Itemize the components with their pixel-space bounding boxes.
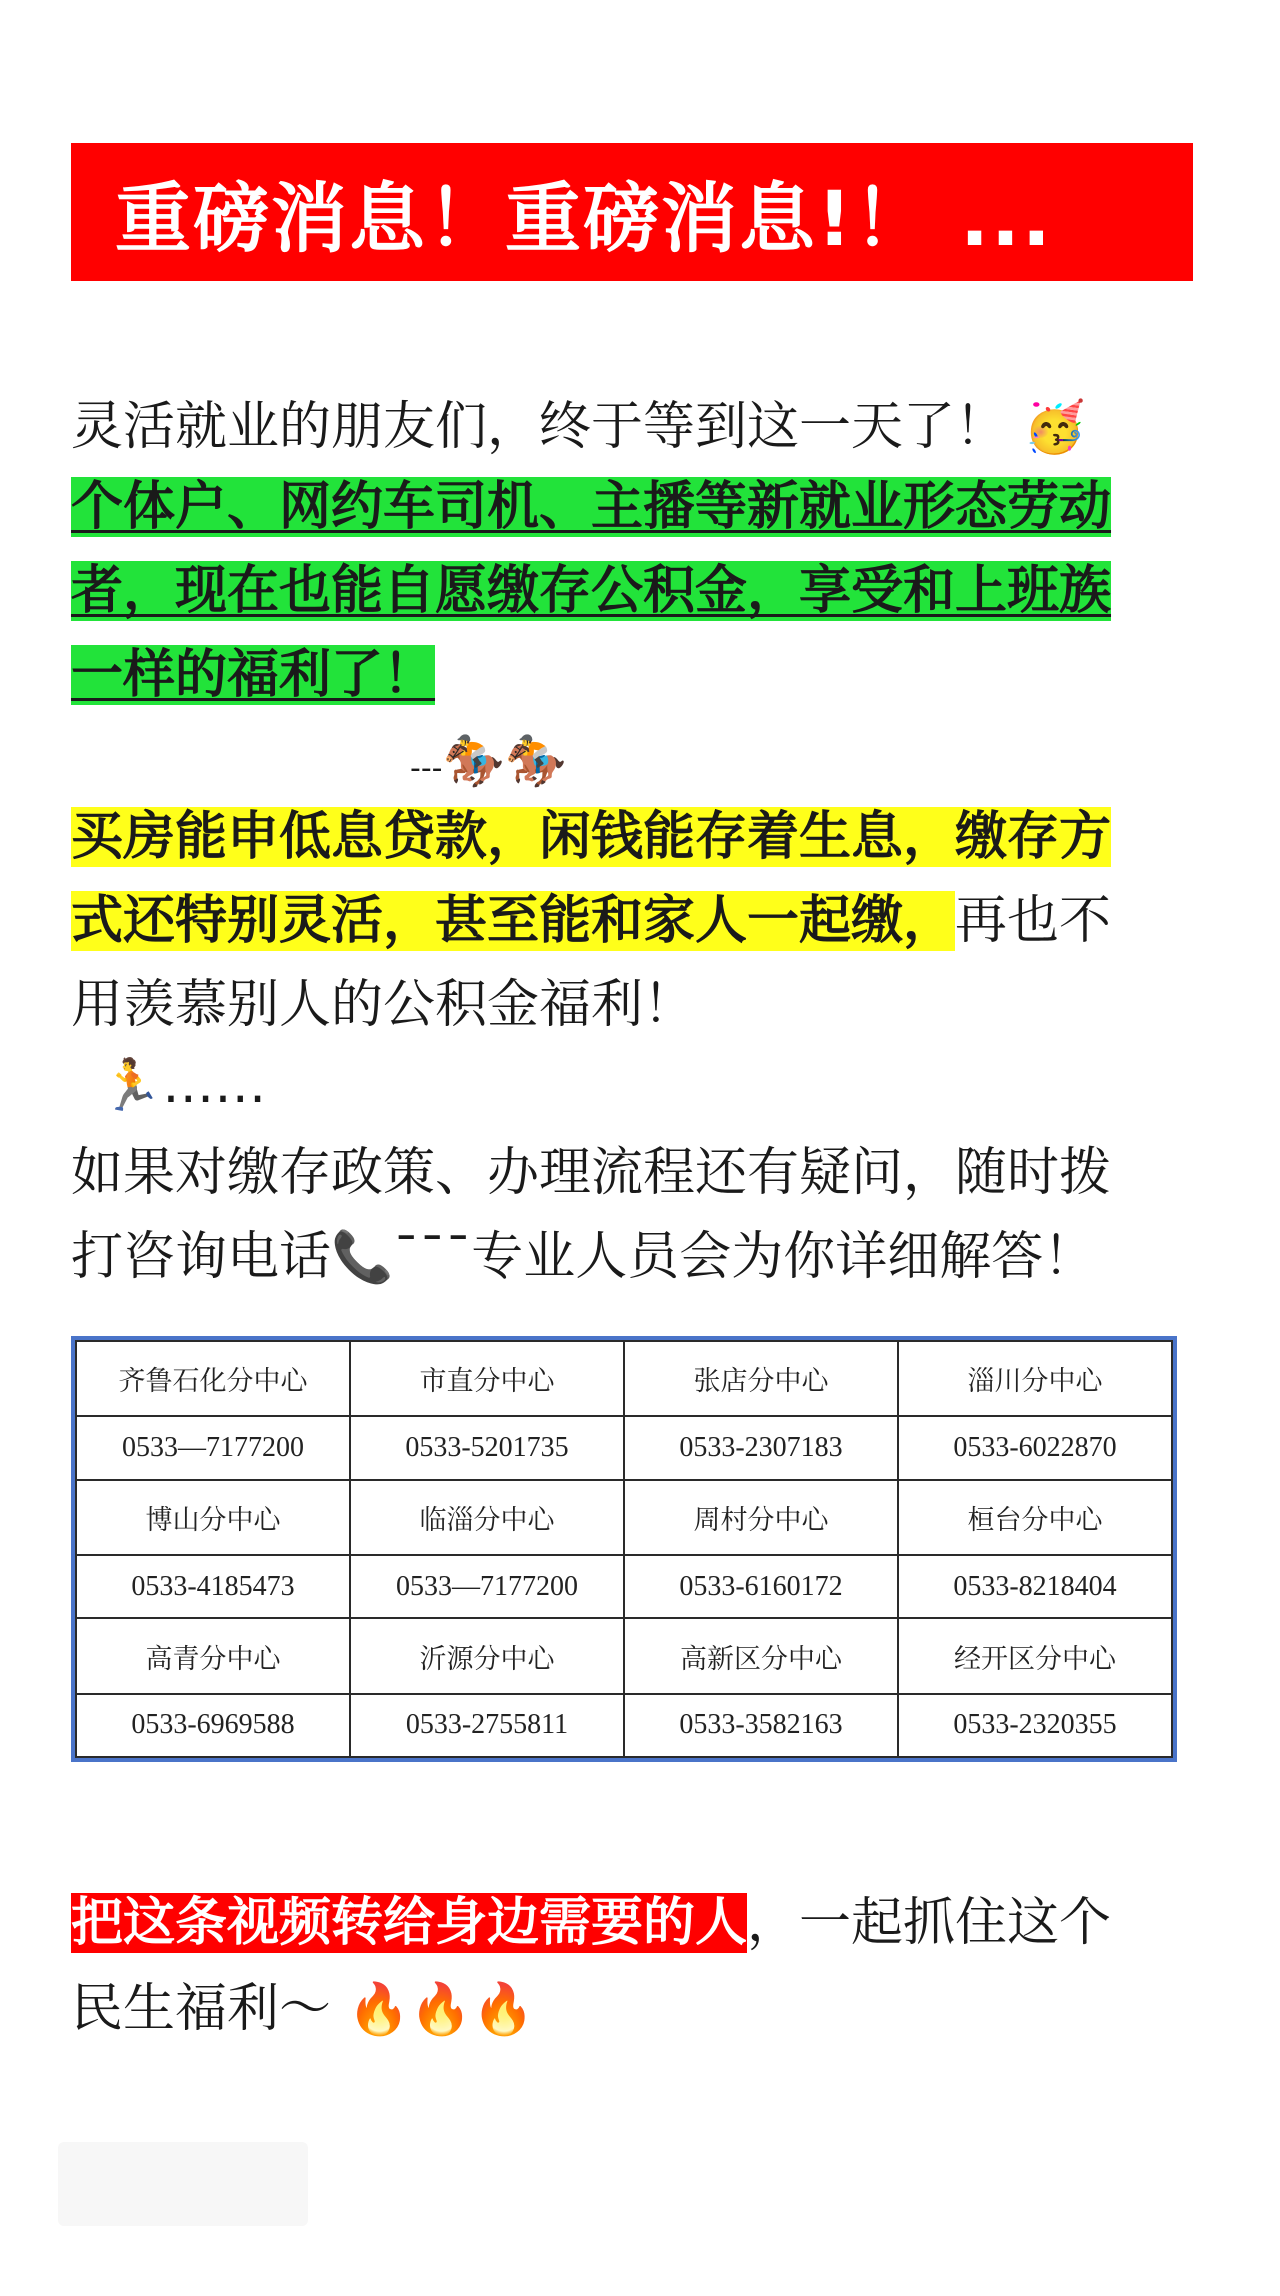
- table-cell: 高新区分中心: [624, 1618, 898, 1693]
- green-highlight-1: 个体户、网约车司机、主播等新就业形态劳动: [71, 477, 1112, 537]
- table-row: [76, 1555, 1172, 1618]
- table-cell: 0533—7177200: [350, 1555, 624, 1618]
- contact-text-2-pre: 打咨询电话: [71, 1227, 332, 1287]
- intro-text: 灵活就业的朋友们，终于等到这一天了！: [71, 397, 1008, 457]
- yellow-line-3: [71, 966, 695, 1044]
- table-cell: 张店分中心: [624, 1341, 898, 1416]
- headline-banner: [71, 143, 1193, 281]
- green-highlight-2: 者，现在也能自愿缴存公积金，享受和上班族: [71, 561, 1112, 621]
- table-cell: 市直分中心: [350, 1341, 624, 1416]
- contact-line-1: [71, 1134, 1111, 1212]
- horse-line: [410, 722, 567, 808]
- table-cell: 周村分中心: [624, 1480, 898, 1555]
- party-face-icon: 🥳: [1023, 398, 1086, 456]
- yellow-line-2-rest: 再也不: [955, 891, 1112, 951]
- phone-table: [75, 1340, 1173, 1758]
- intro-line: [71, 388, 1086, 466]
- table-row: [76, 1480, 1172, 1555]
- yellow-line-1: [71, 798, 1111, 876]
- runner-icon: 🏃: [100, 1056, 163, 1114]
- table-row: [76, 1341, 1172, 1416]
- table-cell: 0533-6160172: [624, 1555, 898, 1618]
- contact-table: [71, 1336, 1177, 1762]
- table-row: [76, 1694, 1172, 1757]
- table-cell: 淄川分中心: [898, 1341, 1172, 1416]
- horse-racing-icon: 🏇🏇: [442, 732, 567, 790]
- table-cell: 经开区分中心: [898, 1618, 1172, 1693]
- horse-dashes: ---: [410, 751, 443, 786]
- table-cell: 0533-4185473: [76, 1555, 350, 1618]
- runner-line: [100, 1046, 266, 1124]
- table-cell: 0533-8218404: [898, 1555, 1172, 1618]
- faded-watermark: [58, 2142, 308, 2226]
- table-cell: 高青分中心: [76, 1618, 350, 1693]
- table-cell: 0533-3582163: [624, 1694, 898, 1757]
- yellow-highlight-1: 买房能申低息贷款，闲钱能存着生息，缴存方: [71, 807, 1112, 867]
- runner-dots: ……: [162, 1055, 267, 1115]
- share-highlight: 把这条视频转给身边需要的人: [71, 1893, 748, 1953]
- table-cell: 桓台分中心: [898, 1480, 1172, 1555]
- table-cell: 0533—7177200: [76, 1416, 350, 1479]
- green-line-3: [71, 636, 435, 714]
- headline-text: 重磅消息！重磅消息!！ ...: [115, 173, 1053, 263]
- table-cell: 齐鲁石化分中心: [76, 1341, 350, 1416]
- share-line-2: [71, 1970, 534, 2048]
- table-cell: 0533-5201735: [350, 1416, 624, 1479]
- share-text-2: 民生福利～: [71, 1979, 332, 2039]
- table-row: [76, 1618, 1172, 1693]
- table-cell: 沂源分中心: [350, 1618, 624, 1693]
- yellow-line-2: [71, 882, 1111, 960]
- table-cell: 0533-2755811: [350, 1694, 624, 1757]
- green-line-1: [71, 468, 1111, 546]
- green-highlight-3: 一样的福利了！: [71, 645, 436, 705]
- table-cell: 0533-2307183: [624, 1416, 898, 1479]
- share-line-1: [71, 1884, 1111, 1962]
- fire-icon: 🔥🔥🔥: [347, 1980, 535, 2038]
- yellow-highlight-2: 式还特别灵活，甚至能和家人一起缴，: [71, 891, 956, 951]
- table-cell: 博山分中心: [76, 1480, 350, 1555]
- share-rest: ，一起抓住这个: [747, 1893, 1112, 1953]
- table-cell: 临淄分中心: [350, 1480, 624, 1555]
- table-row: [76, 1416, 1172, 1479]
- green-line-2: [71, 552, 1111, 630]
- contact-text-2-post: ¯¯¯专业人员会为你详细解答！: [393, 1227, 1096, 1287]
- contact-text-1: 如果对缴存政策、办理流程还有疑问，随时拨: [71, 1143, 1112, 1203]
- table-cell: 0533-2320355: [898, 1694, 1172, 1757]
- table-cell: 0533-6969588: [76, 1694, 350, 1757]
- table-cell: 0533-6022870: [898, 1416, 1172, 1479]
- contact-line-2: [71, 1218, 1095, 1296]
- yellow-line-3-text: 用羡慕别人的公积金福利！: [71, 975, 696, 1035]
- phone-icon: 📞: [331, 1228, 394, 1286]
